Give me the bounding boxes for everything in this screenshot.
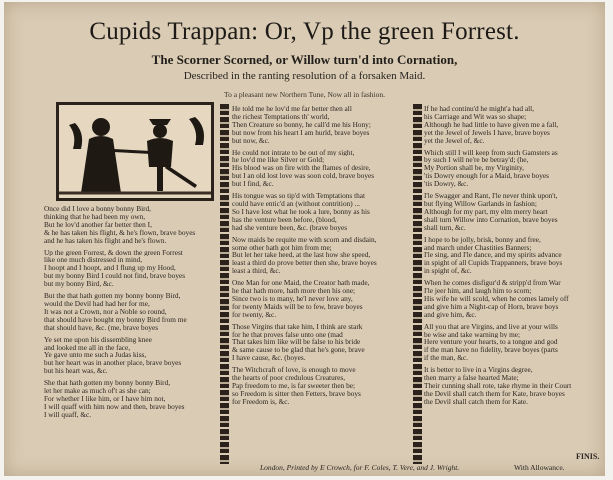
verse-line: so Freedom is sitter then Fetters, brave boys <box>232 389 361 398</box>
finis-mark: FINIS. <box>576 452 600 461</box>
verse-line: He told me he lov'd me far better then all <box>232 105 352 113</box>
verse-line: then marry a false hearted Mate; <box>424 374 519 382</box>
verse-line: Now maids be requite me with scorn and disdain, <box>232 235 377 244</box>
verse-line: but I find, &c. <box>232 180 274 189</box>
verse-line: he lov'd me like Silver or Gold; <box>232 156 325 165</box>
verse-line: and he has taken his flight and he's flown. <box>44 236 167 245</box>
verse-line: for twenty, &c. <box>232 310 277 319</box>
verse-line: least a third, &c. <box>232 267 281 276</box>
verse-line: but now, &c. <box>232 136 270 145</box>
verse-line: for he that proves false unto one (mad <box>232 330 343 339</box>
verse-line: For whether I like him, or I have him not, <box>44 394 166 403</box>
verse-line: He could not intrate to be out of my sight, <box>232 148 355 157</box>
verse-line: I have cause, &c. (boyes. <box>232 354 306 363</box>
verse-line: That takes him like will be false to his bride <box>232 338 361 347</box>
verse-stanza <box>44 379 216 419</box>
verse-line: let her make as much of't as she can; <box>44 387 151 395</box>
verse-stanza <box>424 366 600 406</box>
verse-stanza <box>424 192 600 232</box>
verse-stanza <box>44 249 216 289</box>
verse-line: yet the Jewel of, &c. <box>424 136 485 145</box>
verse-line: would the Devil had had her for me, <box>44 299 150 308</box>
verse-line: One Man for one Maid, the Creator hath made, <box>232 279 370 288</box>
verse-line: but flying Willow Garlands in fashion; <box>424 199 537 208</box>
verse-line: I hope to be jolly, brisk, bonny and free, <box>424 235 541 244</box>
verse-line: and looked me all in the face, <box>44 343 131 352</box>
verse-line: his Carriage and Wit was so shape; <box>424 112 527 121</box>
verse-line: Although for my part, my elm merry heart <box>424 207 548 216</box>
verse-line: My Portion shall be, my Virginity, <box>424 164 524 173</box>
verse-line: & same cause to be glad that he's gone, brave <box>232 346 365 355</box>
verse-stanza <box>424 149 600 189</box>
verse-stanza <box>232 192 412 232</box>
verse-line: and march under Chastities Banners; <box>424 243 532 252</box>
verse-stanza <box>424 236 600 276</box>
verse-line: in spight of, &c. <box>424 267 472 276</box>
verse-line: The Witchcraft of love, is enough to move <box>232 366 356 375</box>
verse-line: and give him, &c. <box>424 310 477 319</box>
verse-line: shall turn, &c. <box>424 223 466 232</box>
verse-line: the Devil shall catch them for Kate. <box>424 397 528 406</box>
ballad-subtitle: The Scorner Scorned, or Willow turn'd into Cornation, <box>151 52 458 67</box>
verse-stanza <box>232 323 412 363</box>
verse-line: shall turn Willow into Cornation, brave boyes <box>424 215 558 224</box>
verse-line: All you that are Virgins, and live at your wills <box>424 322 558 331</box>
verse-line: and give him a Night-cap of Horn, brave boys <box>424 302 559 311</box>
verse-line: It is better to live in a Virgins degree, <box>424 366 533 375</box>
verse-line: 'tis Dowry enough for a Maid, brave boyes <box>424 172 549 181</box>
verse-line: but her heart was in another place, brave boyes <box>44 359 182 368</box>
verse-stanza <box>232 236 412 276</box>
verse-line: but my bonny Bird I could not find, brave boyes <box>44 272 186 281</box>
woodcut-illustration <box>56 102 214 201</box>
verse-line: but my bonny Bird, &c. <box>44 280 114 289</box>
verse-line: Ye gave unto me such a Judas kiss, <box>44 351 147 360</box>
verse-line: I'le jeer him, and laugh him to scorn; <box>424 287 532 295</box>
verse-line: the richest Temptations th' world, <box>232 112 330 121</box>
verse-line: Their cunning shall rote, take rhyme in their Court <box>424 382 572 390</box>
verse-line: But the that hath gotten my bonny bonny Bird, <box>44 292 181 300</box>
allowance-note: With Allowance. <box>514 463 565 472</box>
verse-line: I'le Swagger and Rant, I'le never think upon't, <box>424 192 558 200</box>
verse-line: I will quaff, &c. <box>44 410 92 419</box>
verse-stanza <box>424 279 600 319</box>
verse-line: But he lov'd another far better then I, <box>44 220 152 229</box>
verse-line: least a third do prove better then she, brave boyes <box>232 259 377 268</box>
verse-line: that should have bought my bonny Bird from me <box>44 315 187 324</box>
verse-line: yet the Jewel of Jewels I have, brave boyes <box>424 128 550 137</box>
verse-stanza <box>44 205 216 245</box>
verse-line: Although he had little to have given me a fall, <box>424 120 559 129</box>
verse-line: the Devil shall catch them for Kate, brave boyes <box>424 389 565 398</box>
verse-line: the hearts of poor credulous Creatures, <box>232 374 346 382</box>
verse-line: but his heart was, &c. <box>44 367 108 376</box>
tune-note: To a pleasant new Northern Tune, Now all in fashion. <box>224 90 385 99</box>
middle-column <box>232 105 412 410</box>
decorative-border <box>220 104 229 464</box>
verse-stanza <box>424 105 600 145</box>
verse-line: Then Creature so bonny, he call'd me his Hony; <box>232 120 371 129</box>
verse-line: She that hath gotten my bonny bonny Bird, <box>44 379 171 388</box>
verse-line: I hoopt and I hoopt, and I flung up my Hood, <box>44 264 176 273</box>
verse-line: if the man have no fidelity, brave boyes (parts <box>424 346 558 355</box>
verse-line: had she venture been, &c. (brave boyes <box>232 223 348 232</box>
verse-line: some other hath got him from me; <box>232 243 332 252</box>
verse-line: I will quaff with him now and then, brave boyes <box>44 402 185 411</box>
verse-stanza <box>232 149 412 189</box>
left-column <box>44 205 216 423</box>
verse-line: His blood was on fire with the flames of desire, <box>232 164 371 173</box>
verse-line: like one much distressed in mind, <box>44 256 143 265</box>
verse-line: His wife he will scold, when he comes lamely off <box>424 294 569 303</box>
verse-stanza <box>232 105 412 145</box>
verse-line: that should have, &c. (me, brave boyes <box>44 323 159 332</box>
ballad-title: Cupids Trappan: Or, Vp the green Forrest. <box>89 18 520 45</box>
verse-line: Which still I will keep from such Gamsters as <box>424 148 558 157</box>
verse-line: Up the green Forrest, & down the green Forrest <box>44 248 183 257</box>
verse-line: So I have lost what he took a lure, bonny as his <box>232 207 370 216</box>
verse-line: But let her take heed, at the last how she speed, <box>232 251 371 260</box>
verse-line: in spight of all Cupids Trappanners, brave boys <box>424 259 563 268</box>
verse-line: I'le sing, and I'le dance, and my spirits advance <box>424 251 562 260</box>
verse-line: 'tis Dowry, &c. <box>424 180 469 189</box>
verse-line: if the man, &c. <box>424 354 468 363</box>
verse-line: has the venture been before, (blood, <box>232 215 337 224</box>
verse-line: Here venture your hearts, to a tongue and god <box>424 338 558 347</box>
verse-line: Those Virgins that take him, I think are stark <box>232 322 363 331</box>
verse-line: by such I will ne're be betray'd; (he, <box>424 156 529 165</box>
broadside-sheet <box>4 2 605 476</box>
verse-stanza <box>232 366 412 406</box>
verse-line: When he comes disfigur'd & stripp'd from War <box>424 279 561 288</box>
printer-imprint: London, Printed by E Crowch, for F. Coles, T. Vere, and J. Wright. <box>260 463 460 472</box>
verse-line: be wise and take warning by me; <box>424 330 521 339</box>
verse-line: for twenty Maids will be to few, brave boyes <box>232 302 363 311</box>
verse-line: Pap freedom to me, is far sweeter then be; <box>232 382 355 390</box>
verse-line: but I an old lost love was soon cold, brave boyes <box>232 172 375 181</box>
decorative-border <box>413 104 422 464</box>
ballad-description: Described in the ranting resolution of a forsaken Maid. <box>183 70 426 82</box>
verse-line: Ye set me upon his dissembling knee <box>44 335 152 344</box>
verse-line: Once did I love a bonny bonny Bird, <box>44 205 152 213</box>
verse-stanza <box>232 279 412 319</box>
verse-line: It was not a Crown, nor a Noble so round, <box>44 307 167 316</box>
verse-stanza <box>424 323 600 363</box>
verse-line: for Freedom is, &c. <box>232 397 290 406</box>
verse-line: His tongue was so tip'd with Temptations that <box>232 192 366 200</box>
verse-line: Since two is to many, he'l never love any, <box>232 294 353 303</box>
verse-stanza <box>44 336 216 376</box>
verse-line: could have entic'd an (without contrition) ... <box>232 199 360 208</box>
verse-line: but now from his heart I am hurld, brave boyes <box>232 128 370 137</box>
right-column <box>424 105 600 410</box>
verse-line: thinking that he had been my own, <box>44 212 146 221</box>
verse-line: & he has taken his flight, & he's flown, brave boyes <box>44 228 196 237</box>
verse-stanza <box>44 292 216 332</box>
verse-line: If he had continu'd he might'a had all, <box>424 105 535 113</box>
verse-line: he that hath more, hath more then his one; <box>232 287 355 295</box>
